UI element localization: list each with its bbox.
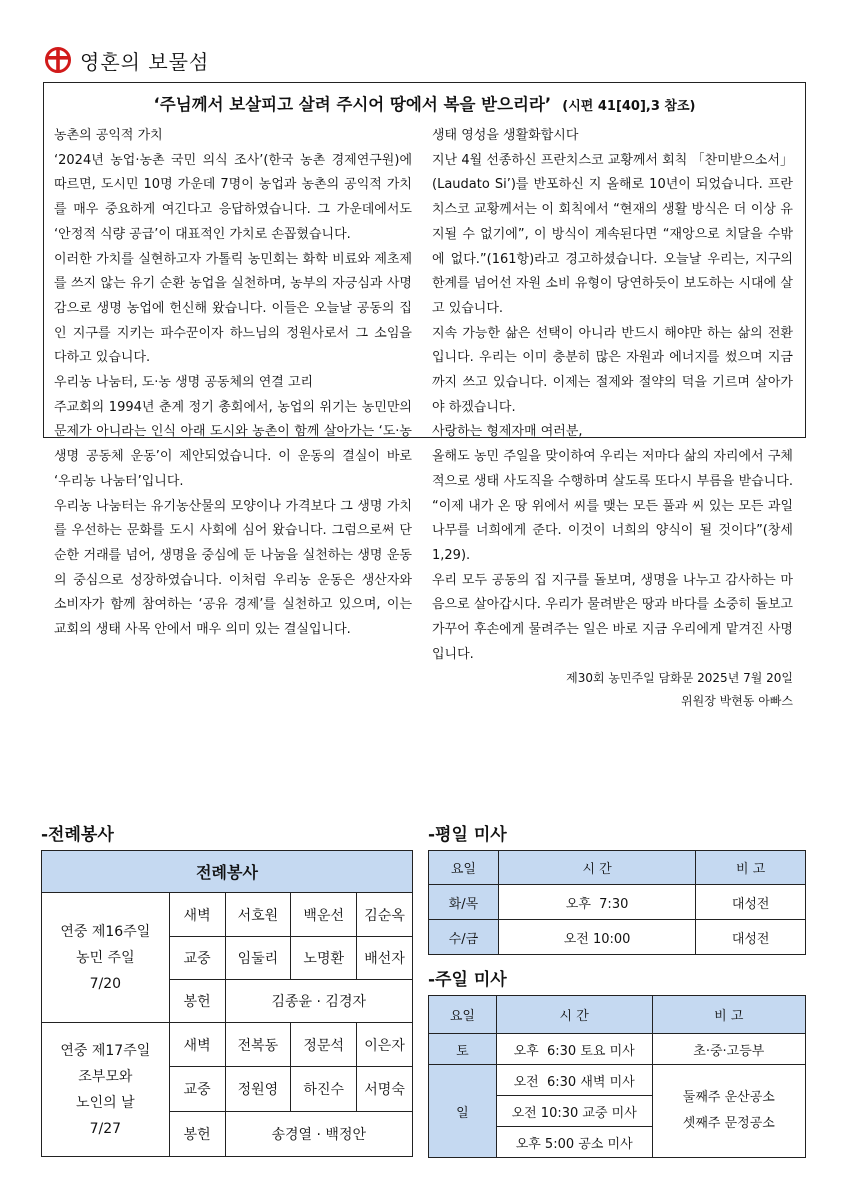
subheading: 우리농 나눔터, 도·농 생명 공동체의 연결 고리 — [54, 375, 314, 391]
paragraph: 지속 가능한 삶은 선택이 아니라 반드시 해야만 하는 삶의 전환입니다. 우리는 이미 충분히 많은 자원과 에너지를 썼으며 지금까지 쓰고 있습니다. 이제는 절제와 절약의 덕을 기르며 살아가야 하겠습니다. — [432, 325, 793, 415]
article-title: ‘주님께서 보살피고 살려 주시어 땅에서 복을 받으리라’ — [153, 95, 552, 114]
role-cell: 봉헌 — [169, 980, 225, 1023]
time-cell: 오후 6:30 토요 미사 — [496, 1034, 652, 1065]
note-line: 셋째주 문정공소 — [682, 1116, 775, 1131]
name-cell: 임둘리 — [225, 937, 291, 980]
signature-author: 위원장 박현동 아빠스 — [681, 694, 793, 709]
header-time: 시 간 — [498, 851, 696, 885]
name-cell: 배선자 — [357, 937, 413, 980]
offering-cell: 송경열 · 백정안 — [225, 1112, 413, 1157]
signature-line: 제30회 농민주일 담화문 2025년 7월 20일 — [566, 671, 793, 686]
paragraph: 지난 4월 선종하신 프란치스코 교황께서 회칙 「찬미받으소서」(Laudato Si’)를 반포하신 지 올해로 10년이 되었습니다. 프란치스코 교황께서는 이 회칙에서 “현재의 생활 방식은 더 이상 유지될 수 없기에”, 이 방식이 계속된다면 “재앙으로 치달을 수밖에 없다.”(161항)라고 경고하셨습니다. 오늘날 우리는, 지구의 한계를 넘어선 자원 소비 유형이 당연하듯이 보도하는 시대에 살고 있습니다. — [432, 152, 793, 316]
time-cell: 오전 6:30 새벽 미사 — [496, 1065, 652, 1096]
role-cell: 교중 — [169, 937, 225, 980]
paragraph: 우리농 나눔터는 유기농산물의 모양이나 가격보다 그 생명 가치를 우선하는 문화를 도시 사회에 심어 왔습니다. 그럼으로써 단순한 거래를 넘어, 생명을 중심에 둔 나눔을 실천하는 생명 운동의 중심으로 성장하였습니다. 이처럼 우리농 운동은 생산자와 소비자가 함께 참여하는 ‘공유 경제’를 실천하고 있으며, 이는 교회의 생태 사목 안에서 매우 의미 있는 결실입니다. — [54, 498, 412, 638]
occasion-line: 농민 주일 — [76, 949, 135, 966]
weekday-mass-heading: -평일 미사 — [428, 825, 507, 845]
role-cell: 봉헌 — [169, 1112, 225, 1157]
occasion-cell — [42, 893, 170, 1023]
occasion-line: 연중 제17주일 — [60, 1042, 151, 1059]
name-cell: 이은자 — [357, 1023, 413, 1067]
day-cell: 일 — [429, 1065, 497, 1158]
note-cell: 대성전 — [696, 920, 806, 955]
time-cell: 오후 5:00 공소 미사 — [496, 1127, 652, 1158]
name-cell: 정원영 — [225, 1067, 291, 1112]
paragraph: ‘2024년 농업·농촌 국민 의식 조사’(한국 농촌 경제연구원)에 따르면, 도시민 10명 가운데 7명이 농업과 농촌의 공익적 가치를 매우 중요하게 여긴다고 응답하였습니다. 그 가운데에서도 ‘안정적 식량 공급’이 대표적인 가치로 손꼽혔습니다. — [54, 152, 412, 242]
day-cell: 수/금 — [429, 920, 499, 955]
sunday-mass-heading: -주일 미사 — [428, 970, 507, 990]
role-cell: 교중 — [169, 1067, 225, 1112]
time-cell: 오후 7:30 — [498, 885, 696, 920]
liturgy-caption: 전례봉사 — [42, 851, 413, 893]
page-header — [44, 40, 209, 80]
article-right-column — [432, 124, 793, 713]
subheading: 농촌의 공익적 가치 — [54, 128, 163, 143]
name-cell: 정문석 — [291, 1023, 357, 1067]
name-cell: 노명환 — [291, 937, 357, 980]
paragraph: 올해도 농민 주일을 맞이하여 우리는 저마다 삶의 자리에서 구체적으로 생태 사도직을 수행하며 살도록 또다시 부름을 받습니다. “이제 내가 온 땅 위에서 씨를 맺는 모든 풀과 씨 있는 모든 과일나무를 너희에게 준다. 이것이 너희의 양식이 될 것이다”(창세 1,29). — [432, 449, 793, 563]
article-box — [43, 82, 806, 709]
offering-cell: 김종윤 · 김경자 — [225, 980, 413, 1023]
header-note: 비 고 — [696, 851, 806, 885]
name-cell: 김순옥 — [357, 893, 413, 937]
day-cell: 토 — [429, 1034, 497, 1065]
header-day: 요일 — [429, 851, 499, 885]
header-day: 요일 — [429, 996, 497, 1034]
article-reference: (시편 41[40],3 참조) — [562, 99, 696, 114]
liturgy-table — [41, 850, 413, 1157]
occasion-line: 7/20 — [89, 975, 122, 992]
name-cell: 전복동 — [225, 1023, 291, 1067]
time-cell: 오전 10:30 교중 미사 — [496, 1096, 652, 1127]
occasion-cell — [42, 1023, 170, 1157]
note-cell: 초·중·고등부 — [652, 1034, 805, 1065]
paragraph: 사랑하는 형제자매 여러분, — [432, 424, 583, 440]
article-title-line — [44, 91, 805, 115]
header-time: 시 간 — [496, 996, 652, 1034]
time-cell: 오전 10:00 — [498, 920, 696, 955]
note-cell: 대성전 — [696, 885, 806, 920]
name-cell: 하진수 — [291, 1067, 357, 1112]
paragraph: 우리 모두 공동의 집 지구를 돌보며, 생명을 나누고 감사하는 마음으로 살아갑시다. 우리가 물려받은 땅과 바다를 소중히 돌보고 가꾸어 후손에게 물려주는 일은 바로 지금 우리에게 맡겨진 사명입니다. — [432, 572, 793, 662]
subheading: 생태 영성을 생활화합시다 — [432, 128, 579, 143]
occasion-line: 조부모와 — [78, 1068, 133, 1085]
article-left-column — [54, 124, 412, 643]
paragraph: 주교회의 1994년 춘계 정기 총회에서, 농업의 위기는 농민만의 문제가 아니라는 인식 아래 도시와 농촌이 함께 살아가는 ‘도·농 생명 공동체 운동’이 제안되었습니다. 이 운동의 결실이 바로 ‘우리농 나눔터’입니다. — [54, 399, 412, 489]
day-cell: 화/목 — [429, 885, 499, 920]
cross-circle-icon — [44, 46, 72, 74]
name-cell: 백운선 — [291, 893, 357, 937]
occasion-line: 7/27 — [89, 1120, 122, 1137]
name-cell: 서명숙 — [357, 1067, 413, 1112]
role-cell: 새벽 — [169, 893, 225, 937]
weekday-mass-table — [428, 850, 806, 955]
page-title: 영혼의 보물섬 — [80, 49, 210, 74]
name-cell: 서호원 — [225, 893, 291, 937]
occasion-line: 연중 제16주일 — [60, 923, 151, 940]
note-cell — [652, 1065, 805, 1158]
sunday-mass-table — [428, 995, 806, 1158]
note-line: 둘째주 운산공소 — [682, 1090, 775, 1105]
liturgy-heading: -전례봉사 — [41, 825, 114, 845]
paragraph: 이러한 가치를 실현하고자 가톨릭 농민회는 화학 비료와 제초제를 쓰지 않는 유기 순환 농업을 실천하며, 농부의 자긍심과 사명감으로 생명 농업에 헌신해 왔습니다. 이들은 오늘날 공동의 집인 지구를 지키는 파수꾼이자 하느님의 정원사로서 그 소임을 다하고 있습니다. — [54, 251, 412, 366]
occasion-line: 노인의 날 — [76, 1094, 135, 1111]
role-cell: 새벽 — [169, 1023, 225, 1067]
header-note: 비 고 — [652, 996, 805, 1034]
